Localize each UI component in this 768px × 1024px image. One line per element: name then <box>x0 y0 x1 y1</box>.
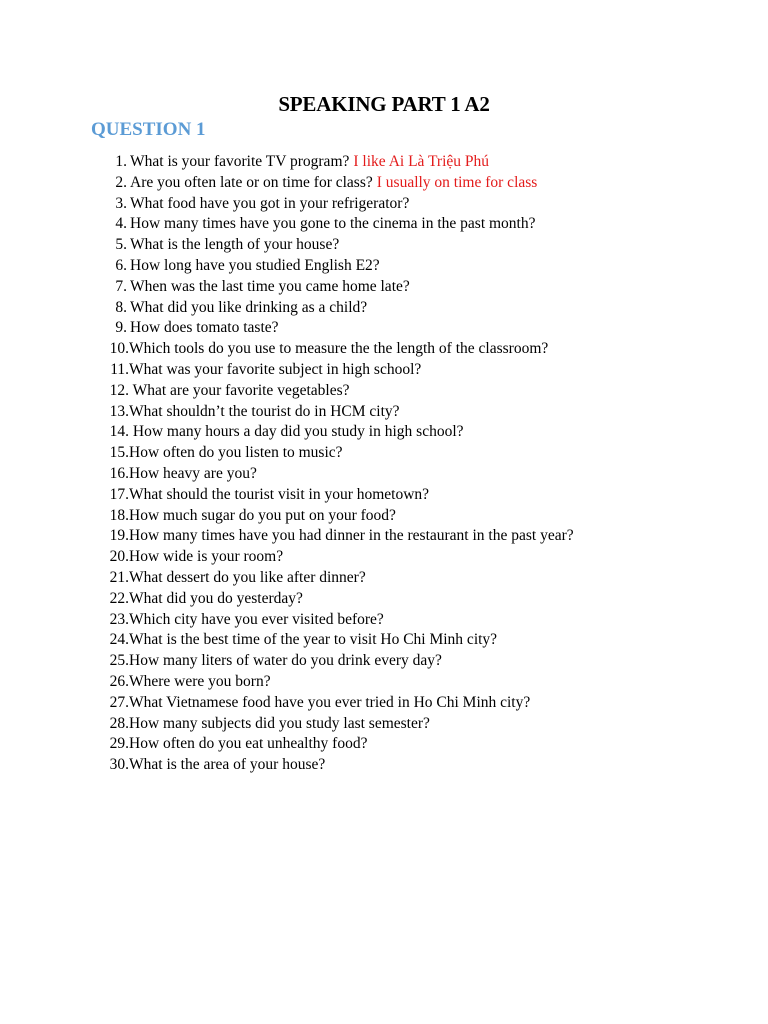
question-text: How many hours a day did you study in high school? <box>129 423 464 441</box>
question-text: How many times have you had dinner in the restaurant in the past year? <box>129 527 574 545</box>
question-number: 17. <box>109 485 129 503</box>
question-text-line <box>129 589 303 610</box>
question-text-line <box>129 651 442 672</box>
question-text-line <box>130 256 380 277</box>
question-text: How wide is your room? <box>129 548 284 566</box>
question-number: 28. <box>109 714 129 732</box>
question-text: When was the last time you came home late? <box>130 277 410 295</box>
question-text-line <box>130 318 279 339</box>
question-number: 2. <box>115 173 127 191</box>
question-number: 5. <box>115 236 127 254</box>
question-number: 10. <box>109 340 129 358</box>
question-text: What should the tourist visit in your hometown? <box>129 485 430 503</box>
answer-text: I like Ai Là Triệu Phú <box>353 153 490 170</box>
question-text: How often do you eat unhealthy food? <box>129 735 368 753</box>
question-number: 13. <box>109 402 129 420</box>
question-text: How many times have you gone to the cinema in the past month? <box>130 215 536 233</box>
document-title: SPEAKING PART 1 A2 <box>278 92 490 116</box>
question-number: 11. <box>110 360 129 378</box>
question-number: 22. <box>109 589 129 607</box>
section-heading: QUESTION 1 <box>91 119 206 140</box>
question-text-line <box>130 298 367 319</box>
question-number: 16. <box>109 464 129 482</box>
question-number: 30. <box>109 756 129 774</box>
question-text-line <box>130 214 536 235</box>
question-number: 14. <box>109 423 129 441</box>
question-text: What food have you got in your refrigerator? <box>130 194 410 212</box>
question-text: How many subjects did you study last semester? <box>129 714 430 732</box>
question-number: 7. <box>115 277 127 295</box>
question-number: 15. <box>109 444 129 462</box>
question-text-line <box>129 672 271 693</box>
question-text-line <box>129 630 497 651</box>
question-text-line <box>129 339 548 360</box>
question-text: What are your favorite vegetables? <box>129 381 350 399</box>
question-number: 8. <box>115 298 127 316</box>
question-text-line <box>129 568 366 589</box>
question-text-line <box>130 235 339 256</box>
question-text-line <box>130 277 410 298</box>
answer-text: I usually on time for class <box>376 173 538 191</box>
question-text: What shouldn’t the tourist do in HCM city? <box>129 402 400 420</box>
question-number: 12. <box>109 381 129 399</box>
question-text: What was your favorite subject in high school? <box>129 360 422 378</box>
question-text-line <box>129 547 283 568</box>
question-number: 27. <box>109 693 129 711</box>
question-text: What did you like drinking as a child? <box>130 298 368 316</box>
question-text-line <box>129 506 396 527</box>
question-text: How heavy are you? <box>129 464 257 482</box>
question-text-line <box>130 194 409 215</box>
question-number: 20. <box>109 548 129 566</box>
question-number: 23. <box>109 610 129 628</box>
question-text: How many liters of water do you drink every day? <box>129 652 442 670</box>
question-text: What is the area of your house? <box>129 756 326 774</box>
question-text: What is your favorite TV program? <box>130 153 350 170</box>
question-number: 9. <box>115 319 127 337</box>
question-number: 19. <box>109 527 129 545</box>
question-number: 4. <box>115 215 127 233</box>
question-number: 1. <box>115 153 127 170</box>
question-number: 21. <box>109 568 129 586</box>
question-text-line <box>129 402 400 423</box>
question-text-line <box>129 693 530 714</box>
question-text: Where were you born? <box>129 672 271 690</box>
question-number: 29. <box>109 735 129 753</box>
question-text: What Vietnamese food have you ever tried in Ho Chi Minh city? <box>129 693 531 711</box>
question-text: What dessert do you like after dinner? <box>129 568 366 586</box>
question-text-line <box>129 485 429 506</box>
question-text-line <box>130 173 537 194</box>
question-number: 25. <box>109 652 129 670</box>
question-text-line <box>129 526 574 547</box>
question-text-line <box>129 443 343 464</box>
question-text: What is the best time of the year to visit Ho Chi Minh city? <box>129 631 498 649</box>
question-number: 24. <box>109 631 129 649</box>
question-text: Which tools do you use to measure the the length of the classroom? <box>129 340 549 358</box>
question-text-line <box>129 422 464 443</box>
question-number: 6. <box>115 256 127 274</box>
question-text-line <box>129 464 257 485</box>
question-text-line <box>129 734 367 755</box>
question-text: How much sugar do you put on your food? <box>129 506 396 524</box>
question-text: How long have you studied English E2? <box>130 256 380 274</box>
question-text: Which city have you ever visited before? <box>129 610 384 628</box>
question-number: 18. <box>109 506 129 524</box>
question-text-line <box>129 755 325 776</box>
question-text: How does tomato taste? <box>130 319 279 337</box>
question-text: How often do you listen to music? <box>129 444 343 462</box>
question-text-line <box>130 152 489 173</box>
question-number: 3. <box>115 194 127 212</box>
question-text: Are you often late or on time for class? <box>130 173 373 191</box>
question-text-line <box>129 714 430 735</box>
question-text-line <box>129 381 349 402</box>
question-text-line <box>129 360 421 381</box>
question-text-line <box>129 610 384 631</box>
question-text: What is the length of your house? <box>130 236 340 254</box>
question-text: What did you do yesterday? <box>129 589 303 607</box>
question-number: 26. <box>109 672 129 690</box>
